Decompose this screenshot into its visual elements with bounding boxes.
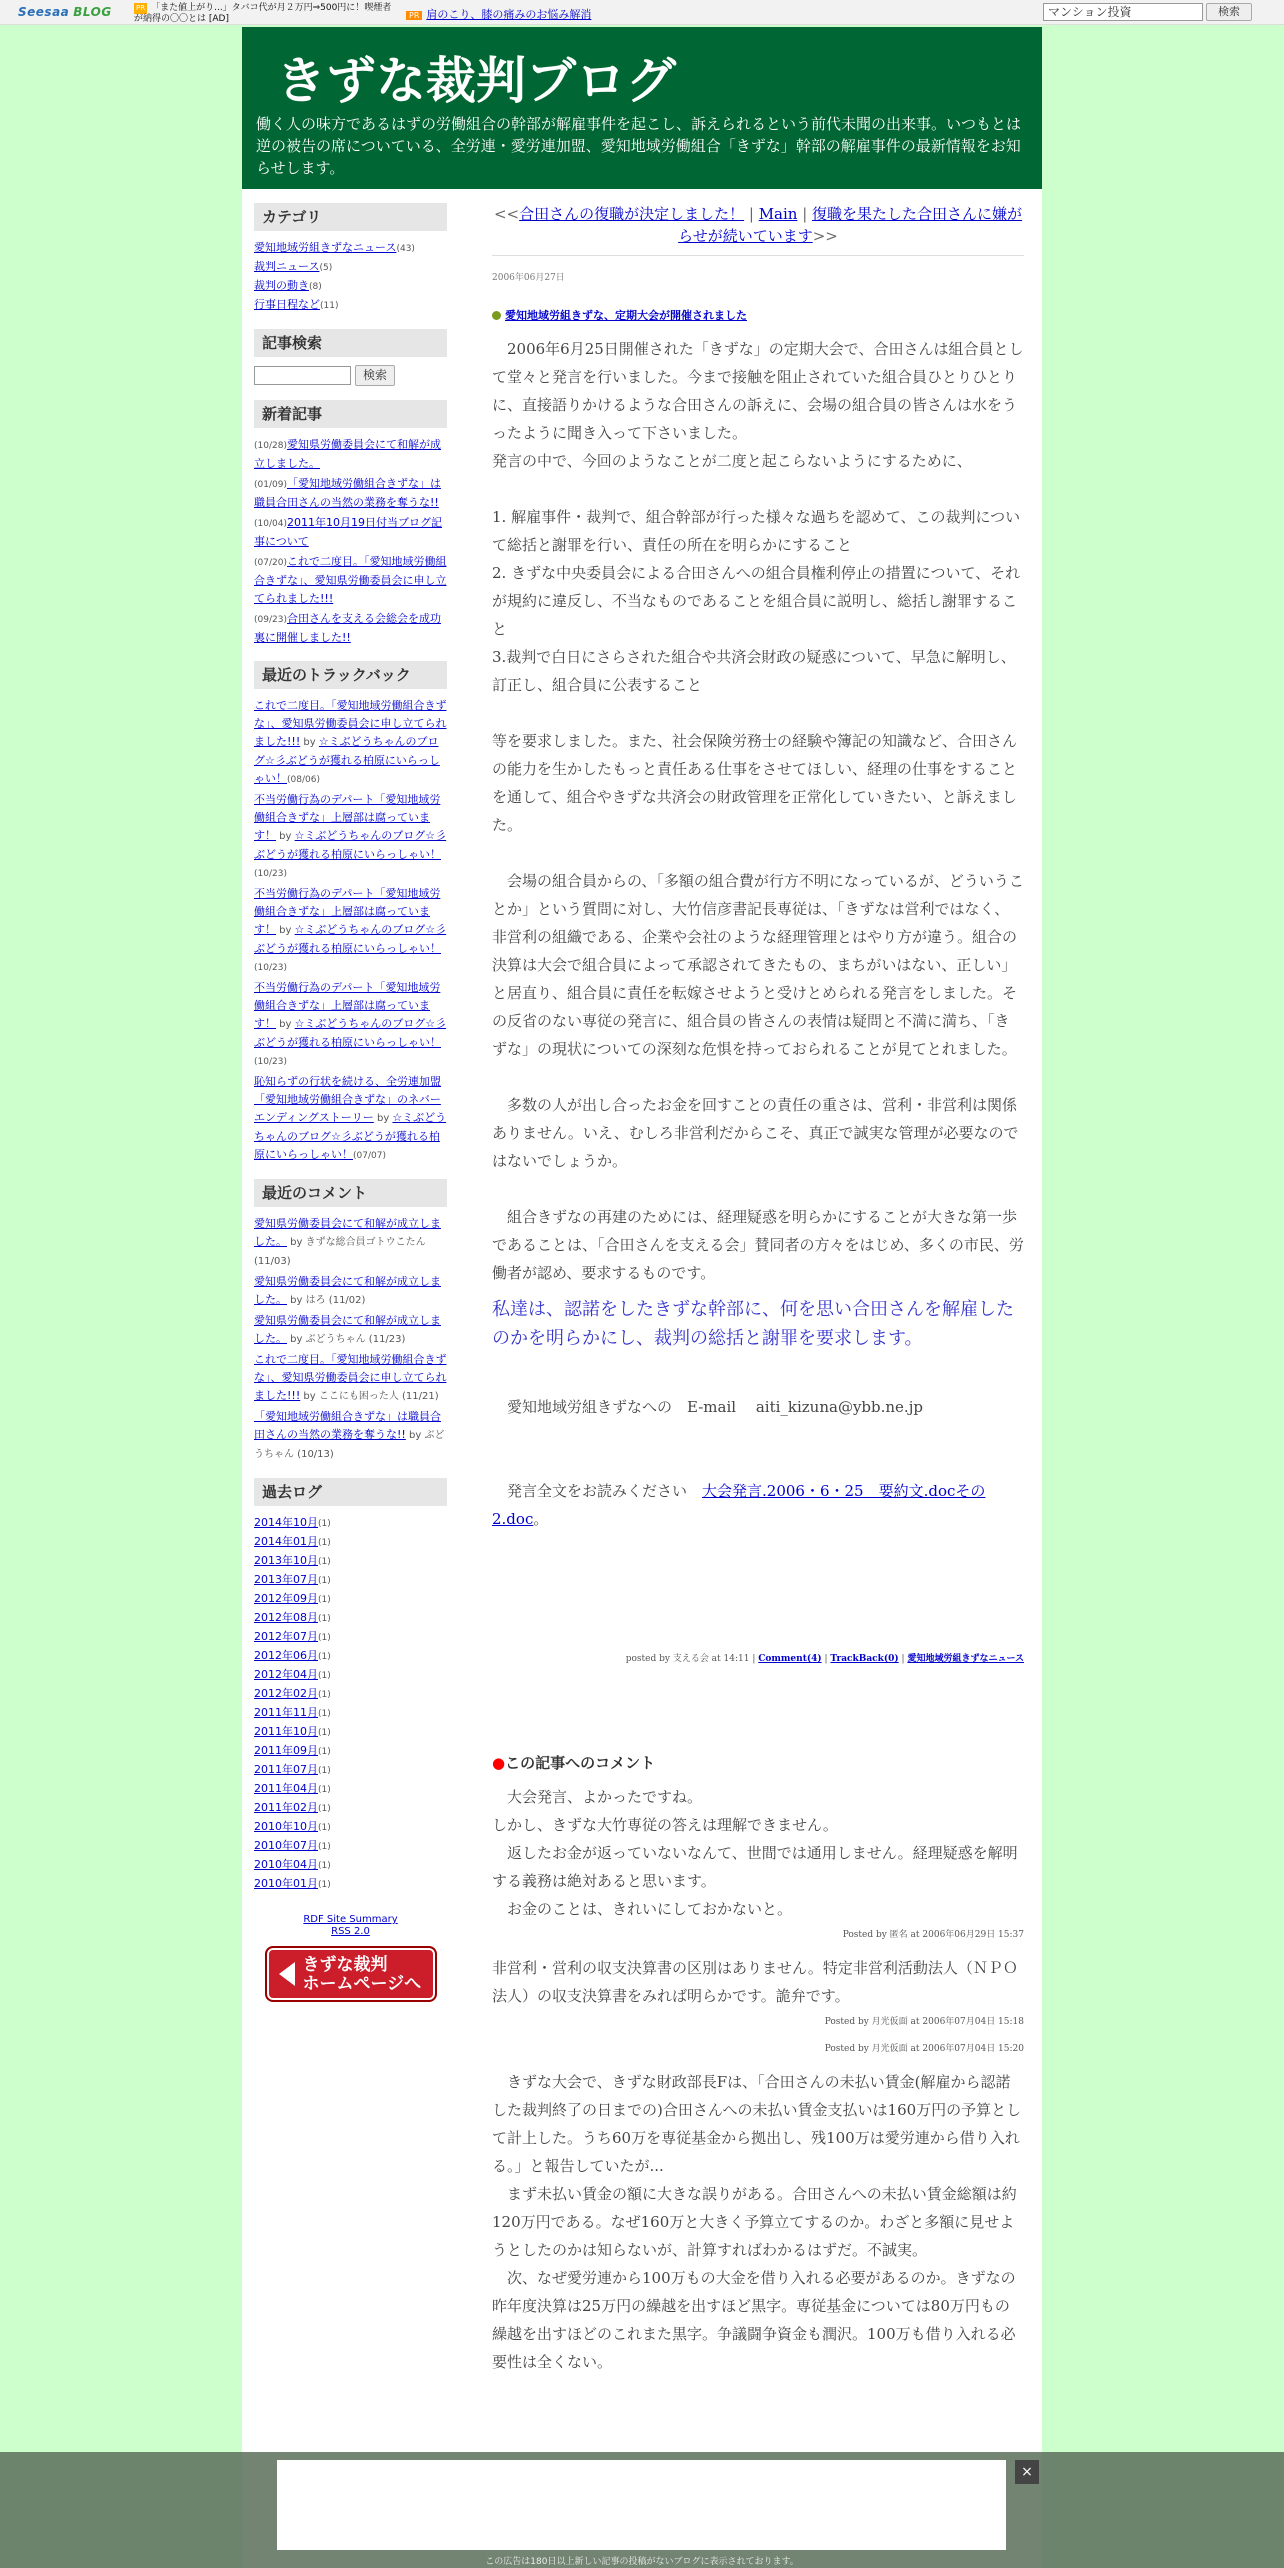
blog-title[interactable]: きずな裁判ブログ: [276, 51, 676, 110]
comment-meta: Posted by 月光仮面 at 2006年07月04日 15:20: [824, 2044, 1024, 2054]
comment-count-link[interactable]: Comment(4): [758, 1654, 822, 1664]
top-ad-link-2[interactable]: PR 肩のこり、膝の痛みのお悩み解消: [406, 6, 591, 22]
top-bar: [0, 0, 1284, 25]
archive-item: 2012年06月(1): [254, 1649, 331, 1662]
comment-item: 愛知県労働委員会にて和解が成立しました。 by きずな総合員ゴトウこたん (11/03): [254, 1217, 441, 1267]
paragraph: 2006年6月25日開催された「きずな」の定期大会で、合田さんは組合員として堂々と発言を行いました。今まで接触を阻止されていた組合員ひとりひとりに、直接語りかけるような合田さんの訴えに、会場の組合員の皆さんは水をうったように聞き入って下さいました。: [492, 340, 1024, 442]
category-item: 裁判の動き(8): [254, 279, 322, 292]
prev-entry-link[interactable]: 合田さんの復職が決定しました！: [519, 205, 745, 223]
next-entry-link[interactable]: 復職を果たした合田さんに嫌がらせが続いています: [678, 205, 1023, 245]
paragraph: 発言の中で、今回のようなことが二度と起こらないようにするために、: [492, 452, 972, 470]
archive-item: 2011年07月(1): [254, 1763, 331, 1776]
paragraph: 会場の組合員からの、「多額の組合費が行方不明になっているが、どういうことか」という質問に対し、大竹信彦書記長専従は、「きずなは営利ではなく、非営利の組織である、企業や会社のような経理管理とはやり方が違う。組合の決算は大会で組合員によって承認されてきたもの、まちがいはない、正しい」と居直り、組合員に責任を転嫁させようと受けとめられる発言をしました。その反省のない専従の発言に、組合員の皆さんの表情は疑問と不満に満ち、「きずな」の現状についての深刻な危惧を持っておられることが見てとれました。: [492, 872, 1024, 1058]
trackback-item: これで二度目。「愛知地域労働組合きずな」、愛知県労働委員会に申し立てられました!!! by ☆ミぶどうちゃんのブログ☆彡ぶどうが獲れる柏原にいらっしゃい！(08/06): [254, 699, 447, 785]
close-icon[interactable]: ×: [1015, 2460, 1039, 2484]
paragraph: お金のことは、きれいにしておかないと。: [492, 1900, 793, 1918]
archive-item: 2011年09月(1): [254, 1744, 331, 1757]
full-text-line: 発言全文をお読みください 大会発言.2006・6・25 要約文.docその2.doc。: [492, 1482, 986, 1528]
archive-item: 2012年08月(1): [254, 1611, 331, 1624]
entry-body: [492, 335, 1024, 1287]
comment-block: [254, 1179, 447, 1464]
seesaa-blog-logo[interactable]: Seesaa BLOG: [18, 5, 112, 19]
trackback-item: 不当労働行為のデパート「愛知地域労働組合きずな」上層部は腐っています！ by ☆ミぶどうちゃんのブログ☆彡ぶどうが獲れる柏原にいらっしゃい！(10/23): [254, 793, 447, 879]
archive-item: 2012年07月(1): [254, 1630, 331, 1643]
trackback-item: 恥知らずの行状を続ける、全労連加盟「愛知地域労働組合きずな」のネバーエンディングストーリー by ☆ミぶどうちゃんのブログ☆彡ぶどうが獲れる柏原にいらっしゃい！(07/07): [254, 1075, 447, 1161]
comment-body: [492, 1783, 1024, 1923]
pr-badge: PR: [136, 4, 146, 12]
pr-badge: PR: [406, 11, 422, 20]
bottom-ad-slot[interactable]: [277, 2460, 1006, 2550]
trackback-block: [254, 661, 447, 1165]
top-search-button[interactable]: 検索: [1206, 3, 1252, 21]
comment-heading: 最近のコメント: [254, 1179, 447, 1207]
archive-heading: 過去ログ: [254, 1478, 447, 1506]
entry-highlight: 私達は、認諾をしたきずな幹部に、何を思い合田さんを解雇したのかを明らかにし、裁判の総括と謝罪を要求します。: [492, 1299, 1014, 1349]
blog-description: 働く人の味方であるはずの労働組合の幹部が解雇事件を起こし、訴えられるという前代未聞の出来事。いつもとは逆の被告の席についている、全労連・愛労連加盟、愛知地域労働組合「きずな」幹部の解雇事件の最新情報をお知らせします。: [256, 115, 1022, 177]
search-block: [254, 329, 447, 386]
entry-date: 2006年06月27日: [492, 273, 565, 283]
recent-item: (07/20)これで二度目。「愛知地域労働組合きずな」、愛知県労働委員会に申し立てられました!!!: [254, 555, 447, 605]
bottom-ad-overlay: [0, 2452, 1284, 2568]
trackback-heading: 最近のトラックバック: [254, 661, 447, 689]
archive-item: 2011年10月(1): [254, 1725, 331, 1738]
main-link[interactable]: Main: [758, 205, 798, 223]
trackback-list: [254, 697, 447, 1165]
paragraph: 返したお金が返っていないなんて、世間では通用しません。経理疑惑を解明する義務は絶対あると思います。: [492, 1844, 1018, 1890]
entry-navigation: <<合田さんの復職が決定しました！ | Main | 復職を果たした合田さんに嫌がらせが続いています>>: [492, 203, 1024, 256]
top-search-input[interactable]: マンション投資: [1043, 3, 1203, 21]
archive-item: 2012年04月(1): [254, 1668, 331, 1681]
archive-item: 2010年01月(1): [254, 1877, 331, 1890]
recent-heading: 新着記事: [254, 400, 447, 428]
paragraph: きずな大会で、きずな財政部長Fは、「合田さんの未払い賃金(解雇から認諾した裁判終了の日までの)合田さんへの未払い賃金支払いは160万円の予算として計上した。うち60万を専従基金から拠出し、残100万は愛労連から借り入れる。」と報告していたが...: [492, 2073, 1022, 2175]
sidebar-search-button[interactable]: 検索: [355, 365, 395, 386]
archive-item: 2012年09月(1): [254, 1592, 331, 1605]
blog-header: [242, 27, 1042, 189]
entry-category-link[interactable]: 愛知地域労組きずなニュース: [907, 1654, 1024, 1664]
sidebar-search-input[interactable]: [254, 366, 351, 385]
main-content: [492, 203, 1024, 2376]
trackback-count-link[interactable]: TrackBack(0): [830, 1654, 899, 1664]
archive-item: 2011年02月(1): [254, 1801, 331, 1814]
sidebar: [254, 203, 447, 2002]
archive-item: 2014年01月(1): [254, 1535, 331, 1548]
archive-item: 2012年02月(1): [254, 1687, 331, 1700]
search-heading: 記事検索: [254, 329, 447, 357]
rdf-link[interactable]: RDF Site Summary: [303, 1914, 398, 1925]
page-container: [242, 27, 1042, 2568]
archive-item: 2014年10月(1): [254, 1516, 331, 1529]
category-item: 裁判ニュース(5): [254, 260, 333, 273]
comment-meta: Posted by 月光仮面 at 2006年07月04日 15:18: [824, 2017, 1024, 2027]
archive-item: 2010年04月(1): [254, 1858, 331, 1871]
entry-contact: [492, 1365, 1024, 1533]
trackback-item: 不当労働行為のデパート「愛知地域労働組合きずな」上層部は腐っています！ by ☆ミぶどうちゃんのブログ☆彡ぶどうが獲れる柏原にいらっしゃい！(10/23): [254, 887, 447, 973]
archive-block: [254, 1478, 447, 1894]
feed-links: [254, 1914, 447, 1938]
archive-item: 2013年07月(1): [254, 1573, 331, 1586]
rss-link[interactable]: RSS 2.0: [331, 1926, 370, 1937]
archive-item: 2011年11月(1): [254, 1706, 331, 1719]
trackback-item: 不当労働行為のデパート「愛知地域労働組合きずな」上層部は腐っています！ by ☆ミぶどうちゃんのブログ☆彡ぶどうが獲れる柏原にいらっしゃい！(10/23): [254, 981, 447, 1067]
red-bullet-icon: ●: [492, 1754, 506, 1772]
recent-item: (10/04)2011年10月19日付当ブログ記事について: [254, 516, 442, 548]
paragraph: 組合きずなの再建のためには、経理疑惑を明らかにすることが大きな第一歩であることは、「合田さんを支える会」賛同者の方々をはじめ、多くの市民、労働者が認め、要求するものです。: [492, 1208, 1024, 1282]
paragraph: 等を要求しました。また、社会保険労務士の経験や簿記の知識など、合田さんの能力を生かしたもっと責任ある仕事をさせてほしい、経理の仕事をすることを通して、組合やきずな共済会の財政管理を正常化していきたい、と訴えました。: [492, 732, 1018, 834]
comment-meta: Posted by 匿名 at 2006年06月29日 15:37: [842, 1930, 1024, 1940]
comments-heading: ●この記事へのコメント: [492, 1754, 656, 1772]
entry-posted-meta: posted by 支える会 at 14:11 | Comment(4) | TrackBack(0) | 愛知地域労組きずなニュース: [625, 1654, 1024, 1664]
paragraph: 多数の人が出し合ったお金を回すことの責任の重さは、営利・非営利は関係ありません。いえ、むしろ非営利だからこそ、真正で誠実な管理が必要なのではないでしょうか。: [492, 1096, 1019, 1170]
sidebar-search: [254, 365, 447, 386]
recent-item: (10/28)愛知県労働委員会にて和解が成立しました。: [254, 438, 441, 470]
paragraph: しかし、きずな大竹専従の答えは理解できません。: [492, 1816, 838, 1834]
category-list: [254, 239, 447, 315]
homepage-button[interactable]: きずな裁判 ホームページへ: [265, 1946, 437, 2002]
comment-body: [492, 2068, 1024, 2376]
category-heading: カテゴリ: [254, 203, 447, 231]
recent-item: (09/23)合田さんを支える会総会を成功裏に開催しました!!: [254, 612, 441, 644]
ad-note: この広告は180日以上新しい記事の投稿がないブログに表示されております。: [485, 2557, 799, 2567]
comment-item: 愛知県労働委員会にて和解が成立しました。 by ぶどうちゃん (11/23): [254, 1314, 441, 1345]
archive-item: 2011年04月(1): [254, 1782, 331, 1795]
paragraph: まず未払い賃金の額に大きな誤りがある。合田さんへの未払い賃金総額は約120万円である。なぜ160万と大きく予算立てするのか。わざと多額に見せようとしたのかは知らないが、計算すればわかるはずだ。不誠実。: [492, 2185, 1017, 2259]
comment-body: [492, 1954, 1024, 2010]
category-item: 行事日程など(11): [254, 298, 339, 311]
recent-item: (01/09)「愛知地域労働組合きずな」は職員合田さんの当然の業務を奪うな!!: [254, 477, 441, 509]
paragraph: 1. 解雇事件・裁判で、組合幹部が行った様々な過ちを認めて、この裁判について総括と謝罪を行い、責任の所在を明らかにすること: [492, 508, 1021, 554]
back-arrow-icon: [279, 1962, 295, 1986]
recent-block: [254, 400, 447, 647]
bullet-icon: [492, 311, 501, 320]
full-text-link[interactable]: 大会発言.2006・6・25 要約文.docその2.doc: [492, 1482, 986, 1528]
paragraph: 非営利・営利の収支決算書の区別はありません。特定非営利活動法人（ＮＰＯ法人）の収支決算書をみれば明らかです。詭弁です。: [492, 1959, 1018, 2005]
archive-item: 2010年10月(1): [254, 1820, 331, 1833]
category-block: [254, 203, 447, 315]
paragraph: 3.裁判で白日にさらされた組合や共済会財政の疑惑について、早急に解明し、訂正し、組合員に公表すること: [492, 648, 1016, 694]
top-ad-link[interactable]: PR 「また値上がり...」タバコ代が月２万円⇒500円に！喫煙者が納得の〇〇とは [AD]: [134, 3, 392, 24]
paragraph: 2. きずな中央委員会による合田さんへの組合員権利停止の措置について、それが規約に違反し、不当なものであることを組合員に説明し、総括し謝罪すること: [492, 564, 1021, 638]
paragraph: 次、なぜ愛労連から100万もの大金を借り入れる必要があるのか。きずなの昨年度決算は25万円の繰越を出すほど黒字。専従基金については80万円もの繰越を出すほどのこれまた黒字。争議闘争資金も潤沢。100万も借り入れる必要性は全くない。: [492, 2269, 1016, 2371]
comment-item: 「愛知地域労働組合きずな」は職員合田さんの当然の業務を奪うな!! by ぶどうちゃん (10/13): [254, 1410, 445, 1460]
email-line: 愛知地域労組きずなへの E-mail aiti_kizuna@ybb.ne.jp: [492, 1398, 923, 1416]
recent-list: [254, 436, 447, 647]
category-item: 愛知地域労組きずなニュース(43): [254, 241, 415, 254]
archive-list: [254, 1514, 447, 1894]
archive-item: 2013年10月(1): [254, 1554, 331, 1567]
comment-item: 愛知県労働委員会にて和解が成立しました。 by はろ (11/02): [254, 1275, 441, 1306]
comment-item: これで二度目。「愛知地域労働組合きずな」、愛知県労働委員会に申し立てられました!!! by ここにも困った人 (11/21): [254, 1353, 447, 1402]
paragraph: 大会発言、よかったですね。: [492, 1788, 703, 1806]
archive-item: 2010年07月(1): [254, 1839, 331, 1852]
comment-list: [254, 1215, 447, 1464]
entry-title: 愛知地域労組きずな、定期大会が開催されました: [492, 307, 1024, 323]
